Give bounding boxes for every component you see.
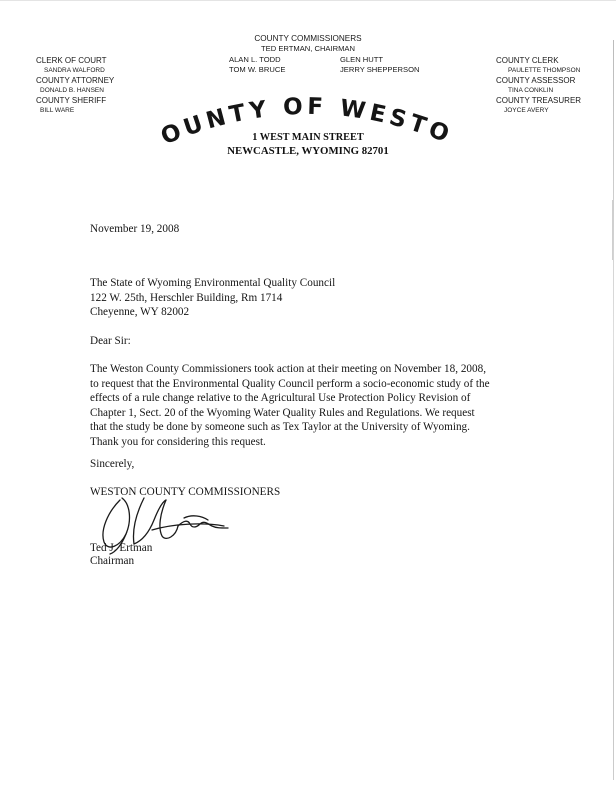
county-name-text: COUNTY OF WESTON <box>140 66 457 151</box>
commissioner-name: TOM W. BRUCE <box>229 65 286 74</box>
scan-artifact <box>612 200 613 260</box>
left-officials <box>36 56 114 116</box>
commission-title: COUNTY COMMISSIONERS <box>254 34 362 43</box>
official-name: DONALD B. HANSEN <box>40 87 104 94</box>
letter-body <box>90 362 530 449</box>
salutation: Dear Sir: <box>90 335 131 347</box>
body-line: to request that the Environmental Quality Council perform a socio-economic study of the <box>90 377 490 390</box>
commissioner-name: JERRY SHEPPERSON <box>340 65 420 74</box>
recipient-address <box>90 276 335 320</box>
recipient-line: 122 W. 25th, Herschler Building, Rm 1714 <box>90 291 283 304</box>
official-title: COUNTY ASSESSOR <box>496 76 576 85</box>
official-name: TINA CONKLIN <box>508 87 554 94</box>
signer-organization: WESTON COUNTY COMMISSIONERS <box>90 486 281 498</box>
official-title: CLERK OF COURT <box>36 56 107 65</box>
body-line: Chapter 1, Sect. 20 of the Wyoming Water Quality Rules and Regulations. We request <box>90 406 475 419</box>
official-title: COUNTY SHERIFF <box>36 96 107 105</box>
official-title: COUNTY ATTORNEY <box>36 76 115 85</box>
recipient-line: Cheyenne, WY 82002 <box>90 306 190 318</box>
commissioners-column-1 <box>229 55 285 75</box>
right-officials <box>496 56 581 116</box>
official-name: BILL WARE <box>40 107 75 114</box>
official-name: JOYCE AVERY <box>504 107 549 114</box>
body-line: Thank you for considering this request. <box>90 435 266 448</box>
address-line-2: NEWCASTLE, WYOMING 82701 <box>227 145 389 157</box>
signer-name: Ted J. Ertman <box>90 542 153 554</box>
commissioners-column-2 <box>340 55 419 75</box>
body-line: that the study be done by someone such as Tex Taylor at the University of Wyoming. <box>90 421 470 433</box>
body-line: The Weston County Commissioners took action at their meeting on November 18, 2008, <box>90 363 486 375</box>
official-title: COUNTY TREASURER <box>496 96 582 105</box>
letter-date: November 19, 2008 <box>90 223 180 235</box>
signer-title: Chairman <box>90 555 135 567</box>
closing: Sincerely, <box>90 458 135 470</box>
commissioner-name: ALAN L. TODD <box>229 55 281 64</box>
scan-top-edge <box>0 0 616 1</box>
official-name: SANDRA WALFORD <box>44 67 105 74</box>
commissioner-name: GLEN HUTT <box>340 55 384 64</box>
chairman-line: TED ERTMAN, CHAIRMAN <box>261 44 355 53</box>
official-name: PAULETTE THOMPSON <box>508 67 581 74</box>
official-title: COUNTY CLERK <box>496 56 559 65</box>
recipient-line: The State of Wyoming Environmental Quality Council <box>90 277 336 289</box>
address-line-1: 1 WEST MAIN STREET <box>252 132 364 143</box>
body-line: effects of a rule change relative to the Agricultural Use Protection Policy Revision of <box>90 392 471 404</box>
